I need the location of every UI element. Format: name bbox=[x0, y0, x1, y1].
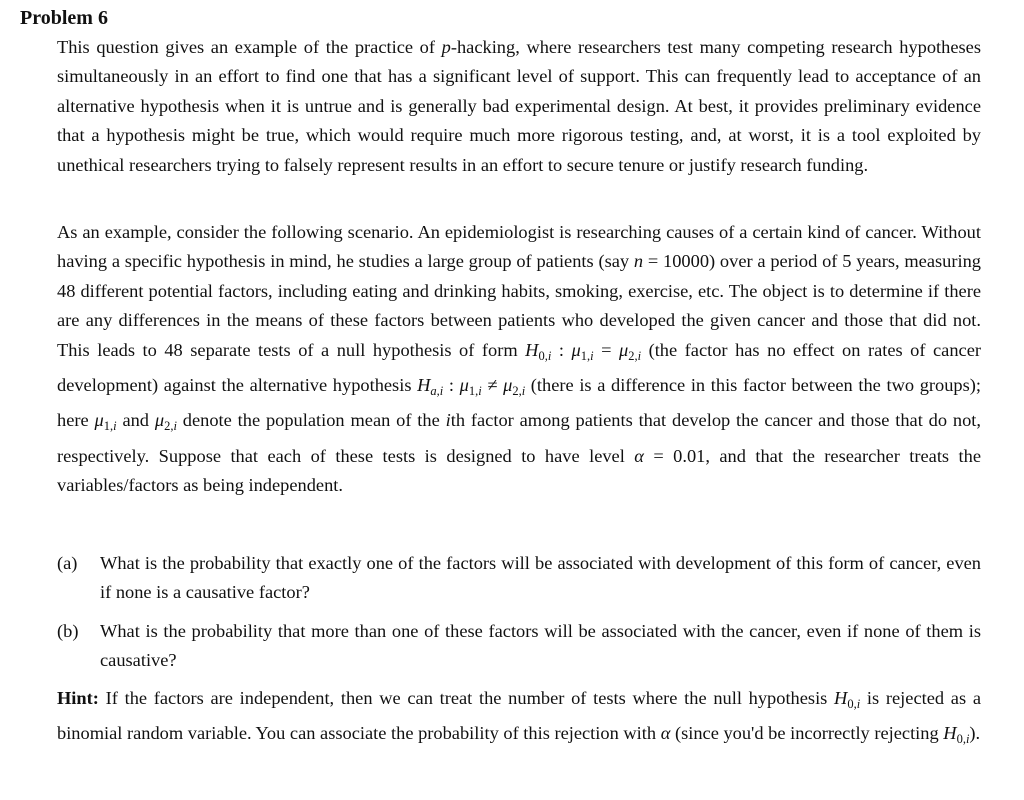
i-subscript: i bbox=[113, 419, 117, 434]
hint-text-4: ). bbox=[969, 723, 981, 744]
intro-text-2: -hacking, where researchers test many competing research hypotheses simultaneously in an effort to find one that has a significant level of support. This can frequently lead to acceptance of an alternative hypothesis when it is untrue and is generally bad experimental design. At best, it provides preliminary evidence that a hypothesis might be true, which would require much more rigorous testing, and, at worst, it is a tool exploited by unethical researchers trying to falsely represent results in an effort to secure tenure or justify research funding. bbox=[57, 37, 981, 175]
i-subscript: i bbox=[590, 348, 594, 363]
mu1-subscript: 1, bbox=[580, 348, 591, 363]
mu-symbol: μ bbox=[571, 339, 581, 360]
part-a-label: (a) bbox=[57, 553, 78, 573]
mu2-subscript: 2, bbox=[628, 348, 638, 363]
hint-text-1: If the factors are independent, then we can treat the number of tests where the null hypothesis bbox=[98, 688, 835, 708]
i-subscript: i bbox=[521, 384, 526, 399]
mu1-subscript: 1, bbox=[468, 384, 479, 399]
scenario-text-3: (the factor has no effect on rates of cancer development) against the alternative hypothesis bbox=[57, 339, 981, 396]
mu2-subscript: 2, bbox=[164, 419, 174, 434]
equals-sign: = bbox=[593, 339, 619, 360]
i-subscript: i bbox=[478, 384, 482, 399]
intro-text-1: This question gives an example of the practice of bbox=[57, 37, 442, 57]
h-symbol: H bbox=[834, 688, 848, 708]
i-subscript: i bbox=[965, 732, 970, 747]
alt-hypothesis-formula bbox=[417, 375, 526, 399]
i-subscript: i bbox=[856, 697, 861, 711]
hint-text-2: is rejected as a binomial random variable. You can associate the probability of this rejection with bbox=[57, 688, 981, 744]
i-variable: i bbox=[445, 410, 451, 431]
h0-subscript: 0, bbox=[538, 348, 548, 363]
colon: : bbox=[551, 339, 572, 360]
scenario-text-7: , and that the researcher treats the variables/factors as being independent. bbox=[57, 445, 981, 496]
ha-subscript: a, bbox=[430, 384, 440, 399]
null-hypothesis-symbol bbox=[834, 688, 861, 711]
part-b-question: What is the probability that more than one of these factors will be associated with the cancer, even if none of them is causative? bbox=[100, 621, 981, 671]
i-subscript: i bbox=[439, 384, 444, 399]
colon: : bbox=[443, 375, 460, 396]
hint-label: Hint: bbox=[57, 688, 99, 708]
alpha-symbol: α bbox=[634, 445, 644, 466]
null-hypothesis-symbol bbox=[943, 723, 970, 747]
scenario-text-4: (there is a difference in this factor between the two groups); here bbox=[57, 375, 981, 431]
n-variable: n bbox=[633, 251, 644, 272]
scenario-paragraph bbox=[57, 218, 981, 501]
i-subscript: i bbox=[173, 419, 177, 434]
i-subscript: i bbox=[547, 348, 552, 363]
and-text: and bbox=[116, 410, 155, 431]
h0-subscript: 0, bbox=[847, 697, 857, 711]
mu-symbol: μ bbox=[154, 410, 165, 431]
scenario-text-1: As an example, consider the following scenario. An epidemiologist is researching causes of a certain kind of cancer. Without having a specific hypothesis in mind, he studies a large group of patients (say bbox=[57, 222, 981, 272]
h-symbol: H bbox=[417, 375, 431, 396]
hint-paragraph bbox=[57, 684, 981, 755]
scenario-text-5: denote the population mean of the bbox=[176, 410, 446, 431]
mu-symbol: μ bbox=[503, 375, 513, 396]
null-hypothesis-formula bbox=[525, 339, 642, 363]
h0-subscript: 0, bbox=[956, 732, 966, 747]
mu1-subscript: 1, bbox=[103, 419, 114, 434]
hint-text-3: (since you'd be incorrectly rejecting bbox=[670, 723, 944, 744]
intro-paragraph bbox=[57, 33, 981, 180]
n-equals: = 10000 bbox=[643, 251, 710, 272]
part-a-question: What is the probability that exactly one of the factors will be associated with development of this form of cancer, even if none is a causative factor? bbox=[100, 553, 981, 603]
p-variable: p bbox=[441, 37, 451, 57]
mu-symbol: μ bbox=[459, 375, 469, 396]
problem-title: Problem 6 bbox=[20, 7, 108, 29]
scenario-text-2: ) over a period of 5 years, measuring 48 different potential factors, including eating and drinking habits, smoking, exercise, etc. The object is to determine if there are any differences in the means of these factors between patients who developed the given cancer and those that did not. This leads to 48 separate tests of a null hypothesis of form bbox=[57, 251, 981, 360]
mu-symbol: μ bbox=[618, 339, 629, 360]
alpha-value: = 0.01 bbox=[643, 445, 706, 466]
part-b-label: (b) bbox=[57, 621, 79, 641]
alpha-symbol: α bbox=[660, 723, 671, 744]
h-symbol: H bbox=[525, 339, 539, 360]
i-subscript: i bbox=[637, 348, 642, 363]
h-symbol: H bbox=[943, 723, 957, 744]
scenario-text-6: th factor among patients that develop the cancer and those that do not, respectively. Suppose that each of these tests is designed to have level bbox=[57, 410, 982, 466]
not-equal-sign: ≠ bbox=[481, 375, 504, 396]
mu-symbol: μ bbox=[94, 410, 104, 431]
mu2-subscript: 2, bbox=[512, 384, 522, 399]
